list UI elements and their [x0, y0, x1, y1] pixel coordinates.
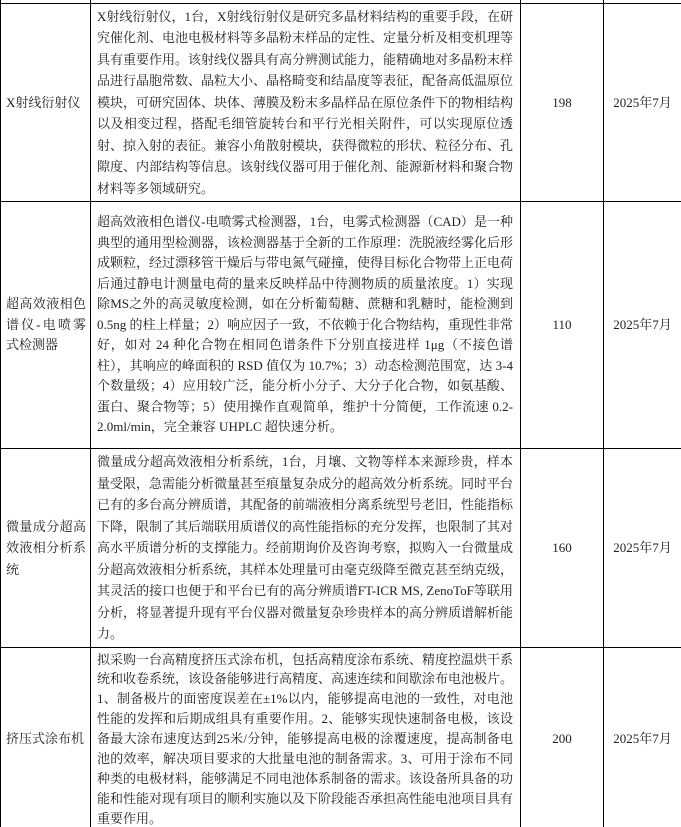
equipment-description: 微量成分超高效液相分析系统，1台，月壤、文物等样本来源珍贵，样本量受限，急需能分析微量甚至痕量复杂成分的超高效分析系统。同时平台已有的多台高分辨质谱，其配备的前端液相分离系统型号老旧，性能指标下降，限制了其后端联用质谱仪的高性能指标的充分发挥，也限制了其对高水平质谱分析的支撑能力。经前期询价及咨询考察，拟购入一台微量成分超高效液相分析系统，其样本处理量可由毫克级降至微克甚至纳克级，其灵活的接口也便于和平台已有的高分辨质谱FT-ICR MS, ZenoToF等联用分析，将显著提升现有平台仪器对微量复杂珍贵样本的高分辨质谱解析能力。 [91, 449, 521, 648]
equipment-name: 挤压式涂布机 [1, 647, 91, 827]
table-row [1, 202, 681, 449]
planned-date: 2025年7月 [604, 647, 681, 827]
budget-amount: 198 [521, 3, 604, 202]
budget-amount: 200 [521, 647, 604, 827]
planned-date: 2025年7月 [604, 449, 681, 648]
equipment-name: 超高效液相色谱仪-电喷雾式检测器 [1, 202, 91, 449]
budget-amount: 110 [521, 202, 604, 449]
equipment-name: X射线衍射仪 [1, 3, 91, 202]
table-row [1, 449, 681, 648]
planned-date: 2025年7月 [604, 3, 681, 202]
equipment-description: X射线衍射仪，1台，X射线衍射仪是研究多晶材料结构的重要手段，在研究催化剂、电池电极材料等多晶粉末样品的定性、定量分析及相变机理等具有重要作用。该射线仪器具有高分辨测试能力，能精确地对多晶粉末样品进行晶胞常数、晶粒大小、晶格畸变和结晶度等表征，配备高低温原位模块，可研究固体、块体、薄膜及粉末多晶样品在原位条件下的物相结构以及相变过程，搭配毛细管旋转台和平行光相关附件，可以实现原位透射、掠入射的表征。兼容小角散射模块，获得微粒的形状、粒径分布、孔隙度、内部结构等信息。该射线仪器可用于催化剂、能源新材料和聚合物材料等多领域研究。 [91, 3, 521, 202]
equipment-description: 拟采购一台高精度挤压式涂布机，包括高精度涂布系统、精度控温烘干系统和收卷系统，该设备能够进行高精度、高速连续和间歇涂布电池极片。1、制备极片的面密度误差在±1%以内，能够提高电池的一致性，对电池性能的发挥和后期成组具有重要作用。2、能够实现快速制备电极，该设备最大涂布速度达到25米/分钟，能够提高电极的涂覆速度，提高制备电池的效率，解决项目要求的大批量电池的制备需求。3、可用于涂布不同种类的电极材料，能够满足不同电池体系制备的需求。该设备所具备的功能和性能对现有项目的顺利实施以及下阶段能否承担高性能电池项目具有重要作用。 [91, 647, 521, 827]
table-row [1, 647, 681, 827]
equipment-description: 超高效液相色谱仪-电喷雾式检测器，1台，电雾式检测器（CAD）是一种典型的通用型检测器，该检测器基于全新的工作原理：洗脱液经雾化后形成颗粒，经过漂移管干燥后与带电氮气碰撞，使得目标化合物带上正电荷后通过静电计测量电荷的量来反映样品中待测物质的质量浓度。1）实现除MS之外的高灵敏度检测，如在分析葡萄糖、蔗糖和乳糖时，能检测到 0.5ng 的柱上样量；2）响应因子一致，不依赖于化合物结构，重现性非常好，如对 24 种化合物在相同色谱条件下分别直接进样 1μg（不接色谱柱），其响应的峰面积的 RSD 值仅为 10.7%；3）动态检测范围宽，达 3-4 个数量级；4）应用较广泛，能分析小分子、大分子化合物，如氨基酸、蛋白、聚合物等；5）使用操作直观简单，维护十分简便，工作流速 0.2-2.0ml/min，完全兼容 UHPLC 超快速分析。 [91, 202, 521, 449]
table-row [1, 3, 681, 202]
planned-date: 2025年7月 [604, 202, 681, 449]
budget-amount: 160 [521, 449, 604, 648]
equipment-name: 微量成分超高效液相分析系统 [1, 449, 91, 648]
